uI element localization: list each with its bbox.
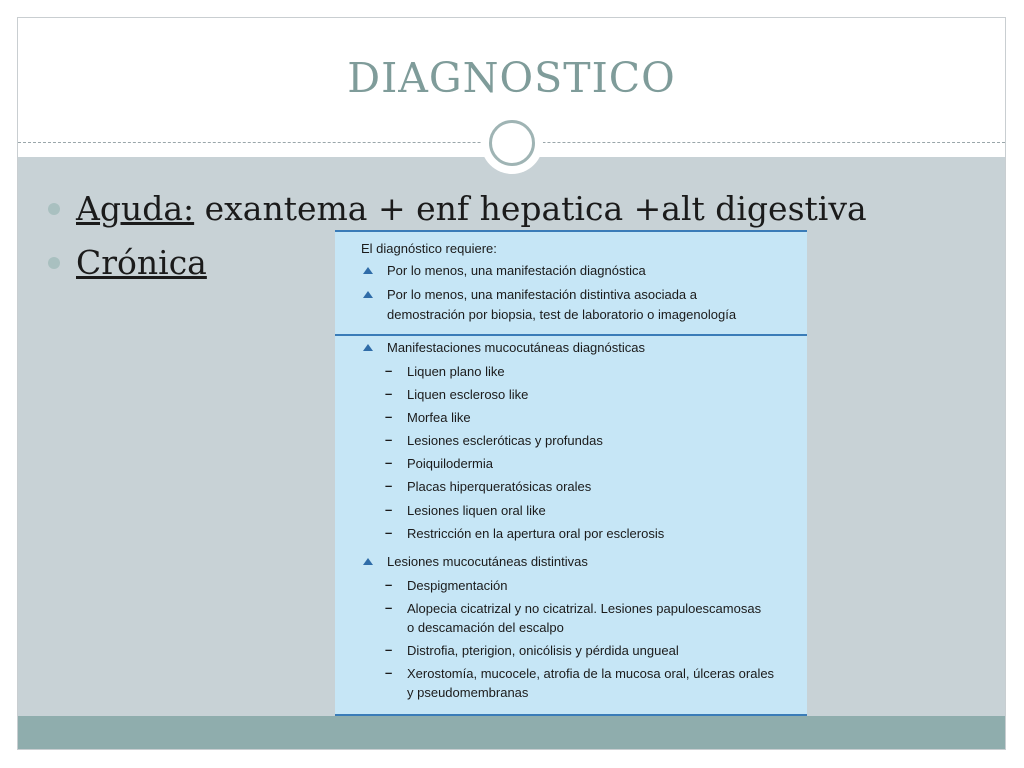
dash-icon: – — [385, 455, 393, 470]
diagnostic-item: Poiquilodermia — [407, 456, 493, 471]
distinctive-title: Lesiones mucocutáneas distintivas — [387, 554, 588, 569]
diagnostic-item: Liquen escleroso like — [407, 387, 529, 402]
triangle-bullet-icon — [363, 291, 373, 298]
dash-icon: – — [385, 432, 393, 447]
bullet-aguda — [48, 182, 867, 236]
requirement-2-cont: demostración por biopsia, test de laboratorio o imagenología — [387, 307, 737, 322]
dash-icon: – — [385, 577, 393, 592]
requirement-2: Por lo menos, una manifestación distintiva asociada a — [387, 287, 698, 302]
dash-icon: – — [385, 502, 393, 517]
table-divider — [335, 334, 807, 336]
triangle-bullet-icon — [363, 344, 373, 351]
table-header: El diagnóstico requiere: — [361, 241, 497, 256]
footer-bar — [18, 716, 1005, 750]
dash-icon: – — [385, 642, 393, 657]
bullet-text: exantema + enf hepatica +alt digestiva — [194, 189, 867, 228]
diagnostic-item: Lesiones escleróticas y profundas — [407, 433, 603, 448]
diagnostic-item: Placas hiperqueratósicas orales — [407, 479, 592, 494]
diagnostic-item: Lesiones liquen oral like — [407, 503, 546, 518]
distinctive-item: Alopecia cicatrizal y no cicatrizal. Lesiones papuloescamosas — [407, 601, 762, 616]
triangle-bullet-icon — [363, 558, 373, 565]
dash-icon: – — [385, 478, 393, 493]
triangle-bullet-icon — [363, 267, 373, 274]
ring-icon — [489, 120, 535, 166]
distinctive-item: Distrofia, pterigion, onicólisis y pérdida ungueal — [407, 643, 679, 658]
bullet-label: Aguda: — [76, 189, 195, 228]
diagnostic-item: Morfea like — [407, 410, 471, 425]
dash-icon: – — [385, 665, 393, 680]
diagnostic-item: Liquen plano like — [407, 364, 505, 379]
bullet-label: Crónica — [76, 243, 207, 282]
requirement-1: Por lo menos, una manifestación diagnóstica — [387, 263, 646, 278]
dash-icon: – — [385, 409, 393, 424]
dash-icon: – — [385, 363, 393, 378]
distinctive-item: Xerostomía, mucocele, atrofia de la mucosa oral, úlceras orales — [407, 666, 775, 681]
distinctive-item-cont: o descamación del escalpo — [407, 620, 564, 635]
slide — [17, 17, 1006, 750]
slide-title: DIAGNOSTICO — [347, 54, 676, 102]
dash-icon: – — [385, 600, 393, 615]
circle-ornament-icon — [481, 112, 543, 174]
distinctive-item: Despigmentación — [407, 578, 508, 593]
dash-icon: – — [385, 525, 393, 540]
bullet-dot-icon — [48, 257, 60, 269]
diagnostic-title: Manifestaciones mucocutáneas diagnósticas — [387, 340, 645, 355]
distinctive-item-cont: y pseudomembranas — [407, 685, 529, 700]
bullet-dot-icon — [48, 203, 60, 215]
diagnostic-item: Restricción en la apertura oral por esclerosis — [407, 526, 665, 541]
dash-icon: – — [385, 386, 393, 401]
diagnostic-criteria-table — [335, 230, 807, 716]
